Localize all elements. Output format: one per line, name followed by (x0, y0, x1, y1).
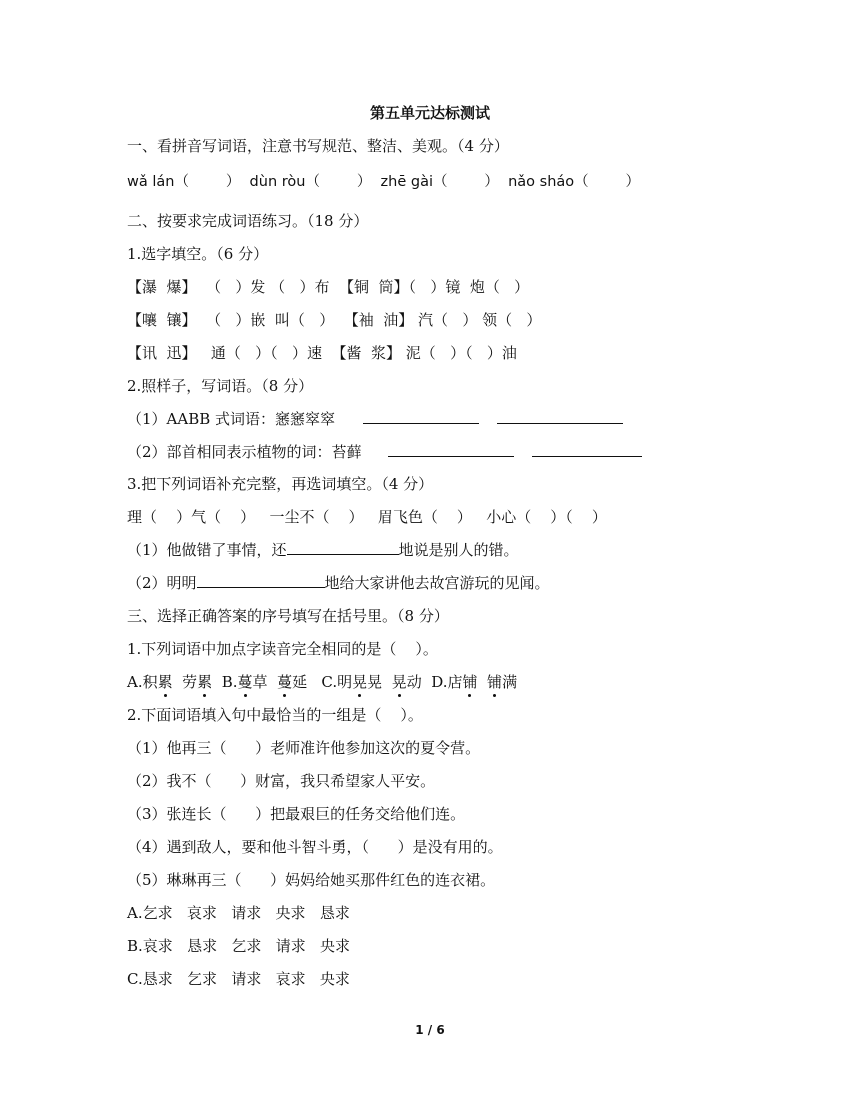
answer-blank[interactable] (497, 409, 623, 424)
s3-q2-choice: B.哀求 恳求 乞求 请求 央求 (127, 937, 351, 955)
choice-row: 【嚷 镶】 （ ）嵌 叫（ ） 【袖 油】 汽（ ） 领（ ） (127, 311, 542, 329)
q2-item-1 (127, 409, 623, 429)
q2-item-2 (127, 442, 642, 462)
answer-blank[interactable] (197, 573, 325, 588)
s3-q1-options: A.积累 劳累 B.蔓草 蔓延 C.明晃晃 晃动 D.店铺 铺满 (127, 673, 518, 691)
answer-blank[interactable] (532, 442, 642, 457)
dotted-char: 晃 (352, 673, 368, 691)
q2-item-2-text: （2）部首相同表示植物的词：苔藓 (127, 443, 362, 461)
s3-q2-sentence: （1）他再三（ ）老师准许他参加这次的夏令营。 (127, 739, 481, 757)
dotted-char: 累 (157, 673, 173, 691)
choice-row: 【瀑 爆】 （ ）发 （ ）布 【铜 筒】（ ）镜 炮（ ） (127, 278, 530, 296)
s3-q1-title: 1.下列词语中加点字读音完全相同的是（ ）。 (127, 640, 438, 658)
s3-q2-choice: C.恳求 乞求 请求 哀求 央求 (127, 970, 350, 988)
dotted-char: 累 (197, 673, 213, 691)
q3-title: 3.把下列词语补充完整，再选词填空。（4 分） (127, 475, 434, 493)
s3-q2-sentence: （2）我不（ ）财富，我只希望家人平安。 (127, 772, 436, 790)
page-number: 1 / 6 (415, 1023, 445, 1037)
dotted-char: 蔓 (237, 673, 253, 691)
section2-heading: 二、按要求完成词语练习。（18 分） (127, 212, 369, 230)
s3-q2-sentence: （3）张连长（ ）把最艰巨的任务交给他们连。 (127, 805, 466, 823)
answer-blank[interactable] (388, 442, 514, 457)
pinyin-line: wǎ lán（ ） dùn ròu（ ） zhē gài（ ） nǎo sháo（ ） (127, 174, 641, 190)
s3-q2-sentence: （5）琳琳再三（ ）妈妈给她买那件红色的连衣裙。 (127, 871, 496, 889)
q3-words: 理（ ）气（ ） 一尘不（ ） 眉飞色（ ） 小心（ ）（ ） (127, 508, 607, 526)
q2-title: 2.照样子，写词语。（8 分） (127, 377, 314, 395)
q2-item-1-text: （1）AABB 式词语：窸窸窣窣 (127, 410, 336, 428)
choice-row: 【讯 迅】 通（ ）（ ）速 【酱 浆】 泥（ ）（ ）油 (127, 344, 517, 362)
dotted-char: 晃 (391, 673, 407, 691)
s3-q2-title: 2.下面词语填入句中最恰当的一组是（ ）。 (127, 706, 423, 724)
dotted-char: 铺 (462, 673, 478, 691)
q3-sentence-2: （2）明明 地给大家讲他去故宫游玩的见闻。 (127, 574, 550, 592)
s3-q2-sentence: （4）遇到敌人，要和他斗智斗勇，（ ）是没有用的。 (127, 838, 503, 856)
answer-blank[interactable] (287, 540, 399, 555)
section1-heading: 一、看拼音写词语，注意书写规范、整洁、美观。（4 分） (127, 137, 509, 155)
section3-heading: 三、选择正确答案的序号填写在括号里。（8 分） (127, 607, 449, 625)
page-title: 第五单元达标测试 (369, 104, 490, 122)
answer-blank[interactable] (363, 409, 479, 424)
q3-sentence-1: （1）他做错了事情，还 地说是别人的错。 (127, 541, 519, 559)
q1-title: 1.选字填空。（6 分） (127, 245, 269, 263)
s3-q2-choice: A.乞求 哀求 请求 央求 恳求 (127, 904, 350, 922)
dotted-char: 蔓 (277, 673, 293, 691)
dotted-char: 铺 (487, 673, 503, 691)
